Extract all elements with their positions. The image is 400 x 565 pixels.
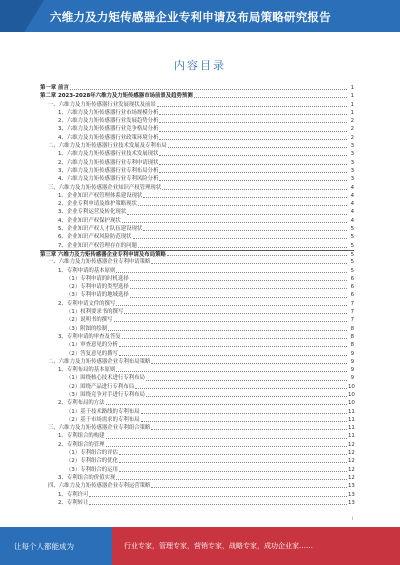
toc-entry-title: （3）附图的绘制 — [66, 325, 108, 332]
toc-entry[interactable] — [40, 416, 354, 424]
toc-leader-dots — [89, 491, 347, 497]
toc-entry[interactable] — [40, 432, 354, 440]
toc-entry-title: 2、专利转让 — [58, 499, 89, 506]
toc-leader-dots — [159, 125, 347, 131]
toc-entry-title: 6、企业知识产权风险防范现状 — [58, 234, 132, 241]
toc-leader-dots — [130, 283, 347, 289]
toc-entry-title: 2、六维力及力矩传感器行业专利申请现状 — [58, 159, 159, 166]
toc-entry[interactable] — [40, 333, 354, 341]
toc-entry-title: 2、企业专利申请及维护策略现状 — [58, 201, 137, 208]
toc-entry-page: 4 — [350, 192, 354, 199]
toc-entry-page: 7 — [350, 300, 354, 307]
toc-entry-page: 5 — [350, 226, 354, 233]
toc-entry-title: 3、企业专利运营及转化现状 — [58, 209, 127, 216]
toc-leader-dots — [138, 200, 347, 206]
toc-leader-dots — [116, 366, 347, 372]
toc-entry[interactable] — [40, 167, 354, 175]
toc-entry-title: （1）审查意见的分析 — [66, 342, 118, 349]
toc-entry-title: 2、六维力及力矩传感器行业发展趋势分析 — [58, 118, 159, 125]
toc-entry-page: 6 — [350, 292, 354, 299]
toc-entry-page: 7 — [350, 317, 354, 324]
toc-entry-page: 7 — [350, 309, 354, 316]
toc-entry-page: 5 — [350, 251, 354, 258]
toc-entry[interactable] — [40, 482, 354, 490]
toc-heading: 内容目录 — [174, 59, 226, 72]
toc-entry[interactable] — [40, 424, 354, 432]
toc-entry[interactable] — [40, 175, 354, 183]
toc-entry-title: （3）专利申请的地域选择 — [66, 292, 129, 299]
toc-entry-title: 1、专利许可 — [58, 491, 89, 498]
toc-entry[interactable] — [40, 184, 354, 192]
toc-leader-dots — [108, 325, 347, 331]
toc-entry-page: 12 — [348, 466, 355, 473]
toc-entry[interactable] — [40, 366, 354, 374]
toc-entry[interactable] — [40, 457, 354, 465]
toc-entry-title: 1、企业知识产权管理体系建设现状 — [58, 192, 143, 199]
toc-entry-title: （1）权利要求书的撰写 — [66, 309, 124, 316]
toc-entry-title: 第二章 2023-2028年六维力及力矩传感器市场前景及趋势预测 — [40, 93, 193, 100]
toc-entry-page: 4 — [350, 209, 354, 216]
toc-entry-title: （3）专利组合的运用 — [66, 466, 118, 473]
toc-entry-page: 3 — [350, 176, 354, 183]
toc-entry-title: （2）说明书的撰写 — [66, 317, 113, 324]
toc-entry-page: 11 — [348, 416, 355, 423]
toc-entry-page: 8 — [350, 342, 354, 349]
toc-entry[interactable] — [40, 466, 354, 474]
toc-leader-dots — [133, 233, 347, 239]
table-of-contents — [40, 84, 354, 507]
toc-leader-dots — [124, 308, 347, 314]
toc-entry[interactable] — [40, 499, 354, 507]
footer-tagline: 行业专家，管理专家，营销专家，战略专家，成功企业家…… — [124, 542, 313, 550]
toc-leader-dots — [143, 192, 347, 198]
toc-entry[interactable] — [40, 341, 354, 349]
toc-entry-title: 二、六维力及力矩传感器企业专利布局策略 — [48, 358, 151, 365]
toc-leader-dots — [122, 217, 347, 223]
toc-leader-dots — [151, 424, 347, 430]
toc-leader-dots — [119, 449, 347, 455]
toc-entry[interactable] — [40, 491, 354, 499]
page-number: I — [352, 517, 354, 522]
toc-entry-title: （2）围绕产品进行专利布局 — [66, 383, 135, 390]
toc-entry-title: 1、六维力及力矩传感器行业技术发展现状 — [58, 151, 159, 158]
toc-leader-dots — [130, 275, 347, 281]
toc-leader-dots — [116, 267, 347, 273]
toc-entry[interactable] — [40, 383, 354, 391]
report-title: 六维力及力矩传感器企业专利申请及布局策略研究报告 — [50, 10, 331, 24]
toc-leader-dots — [122, 333, 347, 339]
toc-entry-title: （3）围绕竞争对手进行专利布局 — [66, 391, 145, 398]
toc-entry-page: 9 — [350, 358, 354, 365]
toc-entry-page: 10 — [348, 400, 355, 407]
toc-entry[interactable] — [40, 150, 354, 158]
toc-entry-page: 5 — [350, 267, 354, 274]
toc-leader-dots — [159, 175, 347, 181]
toc-entry-page: 4 — [350, 217, 354, 224]
toc-entry-page: 12 — [348, 474, 355, 481]
toc-entry-page: 13 — [348, 499, 355, 506]
toc-leader-dots — [119, 350, 347, 356]
toc-leader-dots — [146, 391, 347, 397]
toc-entry-title: （1）专利组合的评估 — [66, 450, 118, 457]
toc-entry[interactable] — [40, 134, 354, 142]
toc-leader-dots — [151, 358, 347, 364]
toc-entry-title: 1、专利布局的基本原则 — [58, 367, 116, 374]
toc-entry-title: 1、专利组合的构建 — [58, 433, 105, 440]
toc-entry[interactable] — [40, 374, 354, 382]
toc-leader-dots — [159, 150, 347, 156]
banner-accent — [0, 0, 44, 32]
toc-leader-dots — [162, 184, 347, 190]
toc-entry-title: （2）答复意见的撰写 — [66, 350, 118, 357]
toc-entry-title: 4、企业知识产权保护现状 — [58, 217, 121, 224]
toc-entry[interactable] — [40, 92, 354, 100]
toc-leader-dots — [168, 142, 347, 148]
toc-entry-title: 一、六维力及力矩传感器行业发展现状及前景 — [48, 101, 156, 108]
toc-leader-dots — [119, 457, 347, 463]
toc-entry-page: 12 — [348, 450, 355, 457]
toc-leader-dots — [114, 316, 347, 322]
toc-leader-dots — [159, 159, 347, 165]
toc-leader-dots — [194, 92, 347, 98]
toc-entry-title: 2、专利布局的方法 — [58, 400, 105, 407]
toc-entry-page: 6 — [350, 284, 354, 291]
toc-leader-dots — [89, 499, 347, 505]
toc-entry-title: （1）围绕核心技术进行专利布局 — [66, 375, 145, 382]
toc-leader-dots — [130, 291, 347, 297]
toc-entry-title: 一、六维力及力矩传感器企业专利申请策略 — [48, 259, 151, 266]
toc-entry-page: 5 — [350, 234, 354, 241]
toc-entry-title: （2）专利组合的优化 — [66, 458, 118, 465]
toc-leader-dots — [135, 383, 347, 389]
toc-entry[interactable] — [40, 258, 354, 266]
toc-entry-title: 三、六维力及力矩传感器企业专利组合策略 — [48, 425, 151, 432]
toc-entry-title: 1、六维力及力矩传感器行业市场规模分析 — [58, 109, 159, 116]
toc-entry-title: 四、六维力及力矩传感器企业专利运营策略 — [48, 483, 151, 490]
toc-leader-dots — [119, 466, 347, 472]
toc-entry[interactable] — [40, 300, 354, 308]
toc-leader-dots — [146, 374, 347, 380]
toc-entry[interactable] — [40, 283, 354, 291]
toc-entry-page: 8 — [350, 325, 354, 332]
toc-entry-title: （1）基于技术路线的专利布局 — [66, 408, 140, 415]
toc-leader-dots — [157, 101, 347, 107]
toc-leader-dots — [143, 225, 347, 231]
toc-leader-dots — [167, 251, 347, 256]
toc-leader-dots — [159, 134, 347, 140]
toc-leader-dots — [159, 167, 347, 173]
toc-leader-dots — [106, 441, 347, 447]
toc-entry-page: 2 — [350, 134, 354, 141]
toc-entry-page: 10 — [348, 391, 355, 398]
toc-entry-title: （2）专利申请的类型选择 — [66, 284, 129, 291]
toc-entry[interactable] — [40, 200, 354, 208]
toc-entry-title: 1、专利申请的基本原则 — [58, 267, 116, 274]
toc-leader-dots — [116, 474, 347, 480]
footer-slogan: 让每个人都能成为 — [14, 542, 74, 551]
toc-entry-title: 第一章 前言 — [40, 85, 69, 91]
toc-entry[interactable] — [40, 391, 354, 399]
toc-leader-dots — [141, 416, 347, 422]
footer-banner — [0, 527, 400, 565]
toc-leader-dots — [106, 432, 347, 438]
toc-entry[interactable] — [40, 316, 354, 324]
toc-leader-dots — [141, 408, 347, 414]
toc-entry-page: 13 — [348, 491, 355, 498]
toc-entry[interactable] — [40, 101, 354, 109]
toc-entry-page: 11 — [348, 425, 355, 432]
toc-entry-page: 9 — [350, 350, 354, 357]
toc-entry-page: 13 — [348, 483, 355, 490]
toc-entry[interactable] — [40, 399, 354, 407]
toc-entry-page: 1 — [350, 101, 354, 108]
toc-entry-title: 第三章 六维力及力矩传感器企业专利申请及布局策略 — [40, 251, 166, 258]
toc-entry-title: 2、专利组合的管理 — [58, 441, 105, 448]
toc-entry[interactable] — [40, 192, 354, 200]
toc-entry-page: 2 — [350, 126, 354, 133]
toc-entry[interactable] — [40, 474, 354, 482]
toc-entry-page: 4 — [350, 184, 354, 191]
toc-entry-title: 4、六维力及力矩传感器行业政策环境分析 — [58, 134, 159, 141]
toc-entry[interactable] — [40, 350, 354, 358]
toc-entry-page: 5 — [350, 259, 354, 266]
header-banner — [0, 0, 400, 32]
toc-leader-dots — [159, 109, 347, 115]
toc-entry[interactable] — [40, 225, 354, 233]
toc-leader-dots — [151, 482, 347, 488]
toc-leader-dots — [70, 84, 347, 90]
toc-entry[interactable] — [40, 242, 354, 250]
toc-entry-page: 12 — [348, 441, 355, 448]
toc-entry-page: 4 — [350, 201, 354, 208]
toc-entry[interactable] — [40, 109, 354, 117]
toc-leader-dots — [159, 117, 347, 123]
toc-entry-title: 2、专利申请文件的撰写 — [58, 300, 116, 307]
toc-entry-title: 三、六维力及力矩传感器企业知识产权管理现状 — [48, 184, 162, 191]
toc-entry[interactable] — [40, 325, 354, 333]
toc-entry[interactable] — [40, 358, 354, 366]
toc-entry[interactable] — [40, 250, 354, 258]
toc-entry[interactable] — [40, 308, 354, 316]
toc-entry-page: 5 — [350, 242, 354, 249]
toc-entry-page: 8 — [350, 333, 354, 340]
toc-leader-dots — [138, 242, 347, 248]
toc-entry[interactable] — [40, 291, 354, 299]
toc-entry[interactable] — [40, 449, 354, 457]
toc-entry-title: 3、六维力及力矩传感器行业竞争格局分析 — [58, 126, 159, 133]
toc-entry-page: 9 — [350, 367, 354, 374]
toc-entry-title: 7、企业知识产权管理存在的问题 — [58, 242, 137, 249]
toc-entry-page: 10 — [348, 383, 355, 390]
toc-entry-page: 11 — [348, 433, 355, 440]
toc-entry[interactable] — [40, 125, 354, 133]
toc-entry-title: （2）基于市场需求的专利布局 — [66, 416, 140, 423]
toc-entry[interactable] — [40, 208, 354, 216]
toc-entry-page: 12 — [348, 458, 355, 465]
toc-entry-page: 1 — [350, 93, 354, 100]
toc-entry[interactable] — [40, 233, 354, 241]
toc-entry[interactable] — [40, 441, 354, 449]
toc-entry-title: 5、企业知识产权人才队伍建设现状 — [58, 226, 143, 233]
toc-entry-page: 3 — [350, 151, 354, 158]
toc-entry-title: （1）专利申请的时机选择 — [66, 275, 129, 282]
toc-entry-title: 3、专利组合的价值实现 — [58, 474, 116, 481]
toc-entry[interactable] — [40, 84, 354, 92]
toc-leader-dots — [106, 399, 347, 405]
toc-leader-dots — [151, 258, 347, 264]
toc-entry[interactable] — [40, 275, 354, 283]
toc-leader-dots — [119, 341, 347, 347]
toc-leader-dots — [116, 300, 347, 306]
toc-entry-title: 3、专利申请的审查及答复 — [58, 333, 121, 340]
toc-entry-page: 11 — [348, 408, 355, 415]
toc-entry[interactable] — [40, 142, 354, 150]
toc-entry-page: 6 — [350, 275, 354, 282]
toc-entry[interactable] — [40, 267, 354, 275]
toc-entry-title: 4、六维力及力矩传感器行业专利风险分析 — [58, 176, 159, 183]
toc-entry-page: 9 — [350, 375, 354, 382]
toc-leader-dots — [127, 208, 347, 214]
toc-entry-page: 3 — [350, 159, 354, 166]
toc-entry-page: 2 — [350, 118, 354, 125]
toc-entry[interactable] — [40, 117, 354, 125]
toc-entry-title: 二、六维力及力矩传感器行业技术发展及专利布局 — [48, 143, 167, 150]
toc-entry[interactable] — [40, 159, 354, 167]
toc-entry[interactable] — [40, 408, 354, 416]
toc-entry-page: 3 — [350, 143, 354, 150]
toc-entry-page: 3 — [350, 167, 354, 174]
toc-entry-page: 1 — [350, 85, 354, 91]
toc-entry[interactable] — [40, 217, 354, 225]
toc-entry-page: 1 — [350, 109, 354, 116]
toc-entry-title: 3、六维力及力矩传感器行业专利布局分析 — [58, 167, 159, 174]
